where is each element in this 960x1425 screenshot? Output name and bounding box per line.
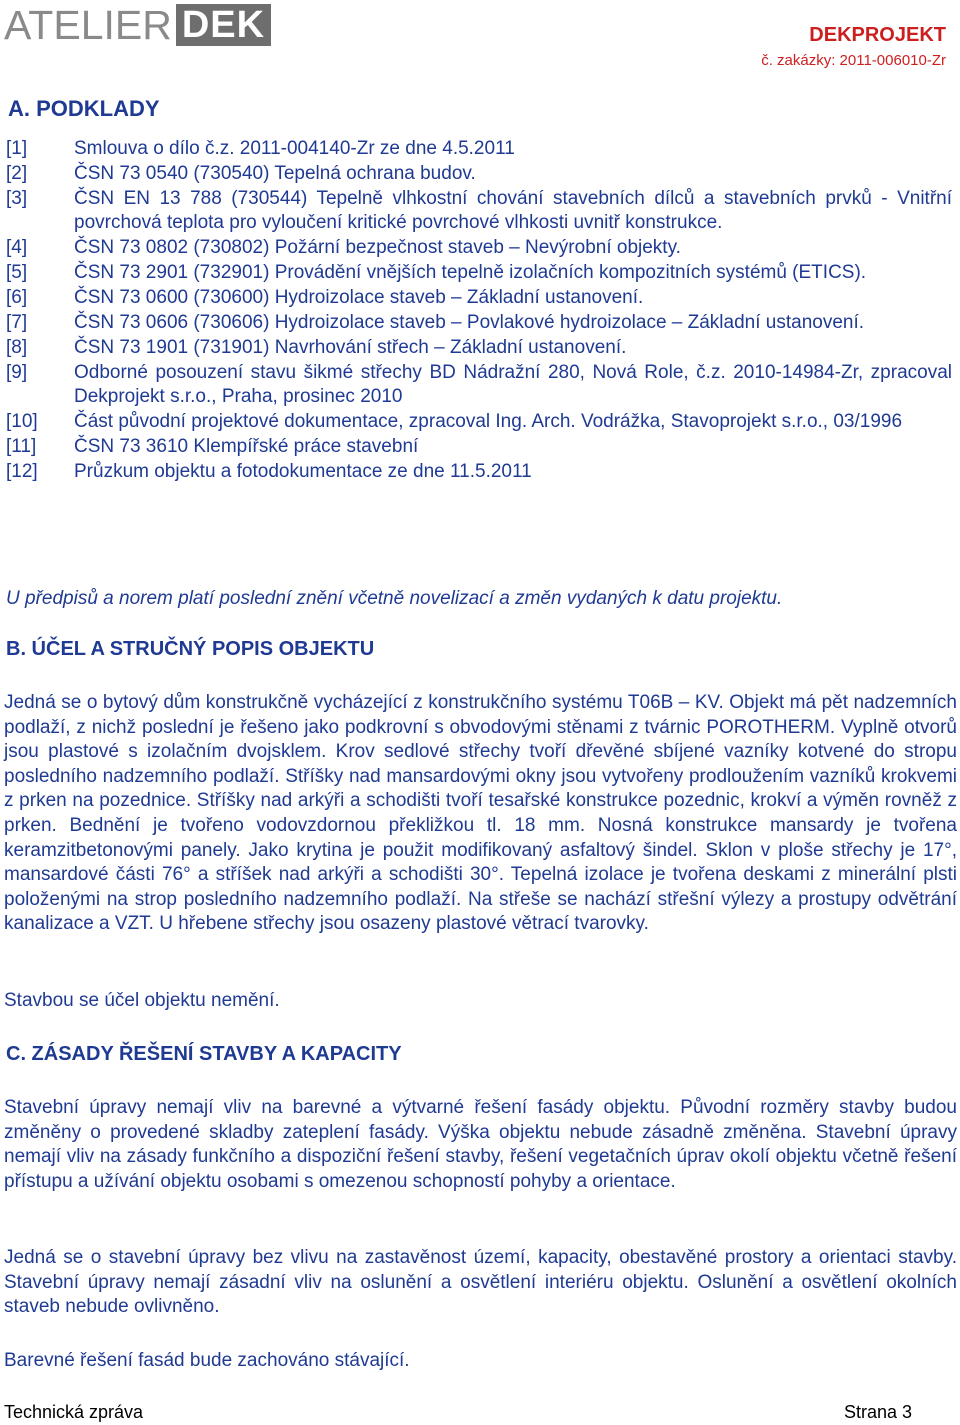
reference-text: ČSN 73 0802 (730802) Požární bezpečnost staveb – Nevýrobní objekty. [74,237,681,258]
reference-text: ČSN 73 3610 Klempířské práce stavební [74,436,419,457]
footer-doc-title: Technická zpráva [4,1402,144,1422]
logo-text-atelier: ATELIER [4,2,172,48]
reference-text: ČSN 73 2901 (732901) Provádění vnějších tepelně izolačních kompozitních systémů (ETICS). [74,262,867,283]
reference-text: Část původní projektové dokumentace, zpracoval Ing. Arch. Vodrážka, Stavoprojekt s.r.o., 03/1996 [74,411,903,432]
section-c-paragraph-3: Barevné řešení fasád bude zachováno stávající. [4,1350,410,1371]
order-number: č. zakázky: 2011-006010-Zr [761,52,946,69]
reference-text: ČSN 73 1901 (731901) Navrhování střech – Základní ustanovení. [74,337,627,358]
reference-number: [9] [6,362,28,383]
reference-item [6,311,952,335]
reference-number: [5] [6,262,28,283]
reference-item [6,361,952,409]
reference-number: [7] [6,312,28,333]
reference-text: ČSN 73 0540 (730540) Tepelná ochrana budov. [74,163,476,184]
reference-text: ČSN 73 0600 (730600) Hydroizolace staveb – Základní ustanovení. [74,287,644,308]
reference-item [6,162,952,186]
reference-text: Odborné posouzení stavu šikmé střechy BD Nádražní 280, Nová Role, č.z. 2010-14984-Zr, zpracoval Dekprojekt s.r.o., Praha, prosinec 2010 [74,362,952,407]
section-b-title: B. ÚČEL A STRUČNÝ POPIS OBJEKTU [6,638,375,660]
reference-item [6,236,952,260]
reference-number: [11] [6,436,37,457]
reference-item [6,435,952,459]
reference-number: [3] [6,188,28,209]
logo-text-dek: DEK [176,4,271,46]
section-a-title: A. PODKLADY [8,96,160,121]
reference-text: Průzkum objektu a fotodokumentace ze dne 11.5.2011 [74,461,532,482]
reference-text: ČSN EN 13 788 (730544) Tepelně vlhkostní chování stavebních dílců a stavebních prvků - Vnitřní povrchová teplota pro vyloučení kritické povrchové vlhkosti uvnitř konstrukce. [74,188,952,233]
reference-number: [12] [6,461,38,482]
reference-item [6,460,952,484]
section-b-purpose: Stavbou se účel objektu nemění. [4,990,280,1011]
reference-item [6,286,952,310]
reference-item [6,410,952,434]
company-name: DEKPROJEKT [809,24,946,46]
section-c-paragraph-1: Stavební úpravy nemají vliv na barevné a výtvarné řešení fasády objektu. Původní rozměry stavby budou změněny o provedené skladby zateplení fasády. Výška objektu nebude zásadně změněna. Stavební úpravy nemají vliv na zásady funkčního a dispoziční řešení stavby, řešení vegetačních úprav okolí objektu včetně řešení přístupu a užívání objektu osobami s omezenou schopností pohyby a orientace. [4,1097,957,1192]
reference-item [6,137,952,161]
reference-text: Smlouva o dílo č.z. 2011-004140-Zr ze dne 4.5.2011 [74,138,515,159]
section-c-paragraph-2: Jedná se o stavební úpravy bez vlivu na zastavěnost území, kapacity, obestavěné prostory a orientaci stavby. Stavební úpravy nemají zásadní vliv na oslunění a osvětlení interiéru objektu. Oslunění a osvětlení okolních staveb nebude ovlivněno. [4,1247,957,1318]
reference-item [6,336,952,360]
regulations-note: U předpisů a norem platí poslední znění včetně novelizací a změn vydaných k datu projektu. [6,588,783,609]
reference-number: [2] [6,163,28,184]
reference-list [6,137,952,485]
section-b-paragraph: Jedná se o bytový dům konstrukčně vycházející z konstrukčního systému T06B – KV. Objekt má pět nadzemních podlaží, z nichž poslední je řešeno jako podkrovní s obvodovými stěnami z tvárnic POROTHERM. Vyplně otvorů jsou plastové s izolačním dvojsklem. Krov sedlové střechy tvoří dřevěné sbíjené vazníky kotvené do stropu posledního nadzemního podlaží. Stříšky nad mansardovými okny jsou vytvořeny prodloužením vazníků krokvemi z prken na pozednice. Stříšky nad arkýři a schodišti tvoří tesařské konstrukce pozednic, krokví a výměn rovněž z prken. Bednění je tvořeno vodovzdornou překližkou tl. 18 mm. Nosná konstrukce mansardy je tvořena keramzitbetonovými panely. Jako krytina je použit modifikovaný asfaltový šindel. Sklon v ploše střechy je 17°, mansardové části 76° a stříšek nad arkýři a schodišti 30°. Tepelná izolace je tvořena deskami z minerální plsti položenými na strop posledního nadzemního podlaží. Na střeše se nachází střešní výlezy a prostupy odvětrání kanalizace a VZT. U hřebene střechy jsou osazeny plastové větrací tvarovky. [4,692,957,935]
reference-number: [1] [6,138,28,159]
reference-item [6,187,952,235]
section-c-title: C. ZÁSADY ŘEŠENÍ STAVBY A KAPACITY [6,1043,402,1065]
reference-number: [8] [6,337,28,358]
reference-number: [4] [6,237,28,258]
reference-number: [6] [6,287,28,308]
reference-item [6,261,952,285]
reference-text: ČSN 73 0606 (730606) Hydroizolace staveb – Povlakové hydroizolace – Základní ustanovení. [74,312,865,333]
reference-number: [10] [6,411,38,432]
footer-page-number: Strana 3 [843,1402,912,1422]
atelier-dek-logo [4,4,271,46]
